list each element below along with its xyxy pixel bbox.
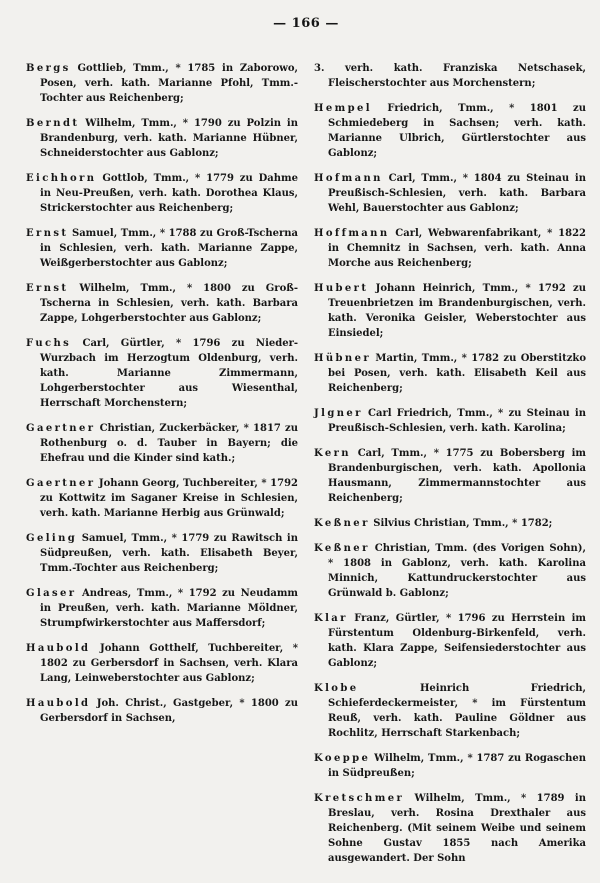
entry-text: Wilhelm, Tmm., * 1787 zu Rogaschen in Südpreußen; [328, 753, 586, 779]
left-column [26, 51, 298, 870]
register-entry [26, 586, 298, 631]
entry-surname: Jlgner [314, 408, 363, 419]
register-entry [314, 446, 586, 506]
two-column-body [26, 51, 586, 870]
entry-surname: Berndt [26, 118, 80, 129]
register-entry [314, 516, 586, 531]
entry-surname: Gaertner [26, 423, 96, 434]
entry-surname: Geling [26, 533, 78, 544]
register-entry [314, 61, 586, 91]
entry-text: Christian, Tmm. (des Vorigen Sohn), * 1808 in Gablonz, verh. kath. Karolina Minnich, Kattundruckerstochter aus Grünwald b. Gablonz; [328, 543, 586, 599]
entry-text: Wilhelm, Tmm., * 1800 zu Groß-Tscherna in Schlesien, verh. kath. Barbara Zappe, Lohgerberstochter aus Gablonz; [40, 283, 298, 324]
register-entry [314, 351, 586, 396]
page-number: — 166 — [273, 16, 339, 31]
entry-text: Christian, Zuckerbäcker, * 1817 zu Rothenburg o. d. Tauber in Bayern; die Ehefrau und die Kinder sind kath.; [40, 423, 298, 464]
entry-text: Carl, Gürtler, * 1796 zu Nieder-Wurzbach im Herzogtum Oldenburg, verh. kath. Marianne Zimmermann, Lohgerberstochter aus Wiesenthal, Herrschaft Morchenstern; [40, 338, 298, 409]
entry-text: Johann Gotthelf, Tuchbereiter, * 1802 zu Gerbersdorf in Sachsen, verh. Klara Lang, Leinweberstochter aus Gablonz; [40, 643, 298, 684]
entry-surname: Ernst [26, 228, 69, 239]
register-entry [314, 406, 586, 436]
register-entry [26, 696, 298, 726]
entry-text: 3. verh. kath. Franziska Netschasek, Fleischerstochter aus Morchenstern; [314, 63, 586, 89]
entry-surname: Klar [314, 613, 348, 624]
entry-surname: Kretschmer [314, 793, 405, 804]
entry-surname: Gaertner [26, 478, 96, 489]
entry-text: Carl Friedrich, Tmm., * zu Steinau in Preußisch-Schlesien, verh. kath. Karolina; [328, 408, 586, 434]
entry-text: Martin, Tmm., * 1782 zu Oberstitzko bei Posen, verh. kath. Elisabeth Keil aus Reichenberg; [328, 353, 586, 394]
register-entry [26, 61, 298, 106]
entry-text: Carl, Tmm., * 1775 zu Bobersberg im Brandenburgischen, verh. kath. Apollonia Hausmann, Zimmermannstochter aus Reichenberg; [328, 448, 586, 504]
entry-text: Samuel, Tmm., * 1788 zu Groß-Tscherna in Schlesien, verh. kath. Marianne Zappe, Weißgerberstochter aus Gablonz; [40, 228, 298, 269]
register-entry [26, 116, 298, 161]
entry-surname: Haubold [26, 643, 91, 654]
entry-surname: Klobe [314, 683, 359, 694]
entry-text: Johann Georg, Tuchbereiter, * 1792 zu Kottwitz im Saganer Kreise in Schlesien, verh. kath. Marianne Herbig aus Grünwald; [40, 478, 298, 519]
entry-surname: Koeppe [314, 753, 371, 764]
entry-surname: Kern [314, 448, 351, 459]
register-entry [26, 421, 298, 466]
register-entry [26, 281, 298, 326]
entry-text: Gottlieb, Tmm., * 1785 in Zaborowo, Posen, verh. kath. Marianne Pfohl, Tmm.-Tochter aus Reichenberg; [40, 63, 298, 104]
register-entry [314, 611, 586, 671]
entry-text: Wilhelm, Tmm., * 1790 zu Polzin in Brandenburg, verh. kath. Marianne Hübner, Schneiderstochter aus Gablonz; [40, 118, 298, 159]
right-column [314, 51, 586, 870]
entry-surname: Eichhorn [26, 173, 97, 184]
register-entry [26, 641, 298, 686]
entry-text: Joh. Christ., Gastgeber, * 1800 zu Gerbersdorf in Sachsen, [40, 698, 298, 724]
entry-surname: Keßner [314, 543, 370, 554]
entry-surname: Keßner [314, 518, 370, 529]
entry-surname: Ernst [26, 283, 69, 294]
entry-surname: Hubert [314, 283, 369, 294]
entry-surname: Hofmann [314, 173, 383, 184]
entry-text: Friedrich, Tmm., * 1801 zu Schmiedeberg in Sachsen; verh. kath. Marianne Ulbrich, Gürtlerstochter aus Gablonz; [328, 103, 586, 159]
entry-surname: Bergs [26, 63, 71, 74]
register-entry [314, 791, 586, 866]
register-entry [314, 751, 586, 781]
register-entry [314, 101, 586, 161]
entry-surname: Fuchs [26, 338, 72, 349]
entry-text: Heinrich Friedrich, Schieferdeckermeister, * im Fürstentum Reuß, verh. kath. Pauline Göldner aus Rochlitz, Herrschaft Starkenbach; [328, 683, 586, 739]
entry-surname: Hoffmann [314, 228, 390, 239]
entry-text: Silvius Christian, Tmm., * 1782; [369, 518, 553, 529]
register-entry [314, 681, 586, 741]
entry-text: Carl, Tmm., * 1804 zu Steinau in Preußisch-Schlesien, verh. kath. Barbara Wehl, Bauerstochter aus Gablonz; [328, 173, 586, 214]
register-entry [314, 281, 586, 341]
entry-text: Carl, Webwarenfabrikant, * 1822 in Chemnitz in Sachsen, verh. kath. Anna Morche aus Reichenberg; [328, 228, 586, 269]
entry-text: Andreas, Tmm., * 1792 zu Neudamm in Preußen, verh. kath. Marianne Möldner, Strumpfwirkerstochter aus Maffersdorf; [40, 588, 298, 629]
register-entry [26, 171, 298, 216]
entry-text: Wilhelm, Tmm., * 1789 in Breslau, verh. Rosina Drexthaler aus Reichenberg. (Mit seinem Weibe und seinem Sohne Gustav 1855 nach Amerika ausgewandert. Der Sohn [328, 793, 586, 864]
entry-text: Franz, Gürtler, * 1796 zu Herrstein im Fürstentum Oldenburg-Birkenfeld, verh. kath. Klara Zappe, Seifensiederstochter aus Gablonz; [328, 613, 586, 669]
entry-surname: Hempel [314, 103, 372, 114]
register-entry [26, 336, 298, 411]
entry-surname: Glaser [26, 588, 77, 599]
register-entry [26, 531, 298, 576]
entry-text: Johann Heinrich, Tmm., * 1792 zu Treuenbrietzen im Brandenburgischen, verh. kath. Veronika Geisler, Weberstochter aus Einsiedel; [328, 283, 586, 339]
register-entry [314, 171, 586, 216]
register-entry [314, 226, 586, 271]
entry-surname: Hübner [314, 353, 372, 364]
entry-text: Samuel, Tmm., * 1779 zu Rawitsch in Südpreußen, verh. kath. Elisabeth Beyer, Tmm.-Tochter aus Reichenberg; [40, 533, 298, 574]
register-entry [26, 476, 298, 521]
register-entry [26, 226, 298, 271]
entry-text: Gottlob, Tmm., * 1779 zu Dahme in Neu-Preußen, verh. kath. Dorothea Klaus, Strickerstochter aus Reichenberg; [40, 173, 298, 214]
entry-surname: Haubold [26, 698, 91, 709]
register-entry [314, 541, 586, 601]
